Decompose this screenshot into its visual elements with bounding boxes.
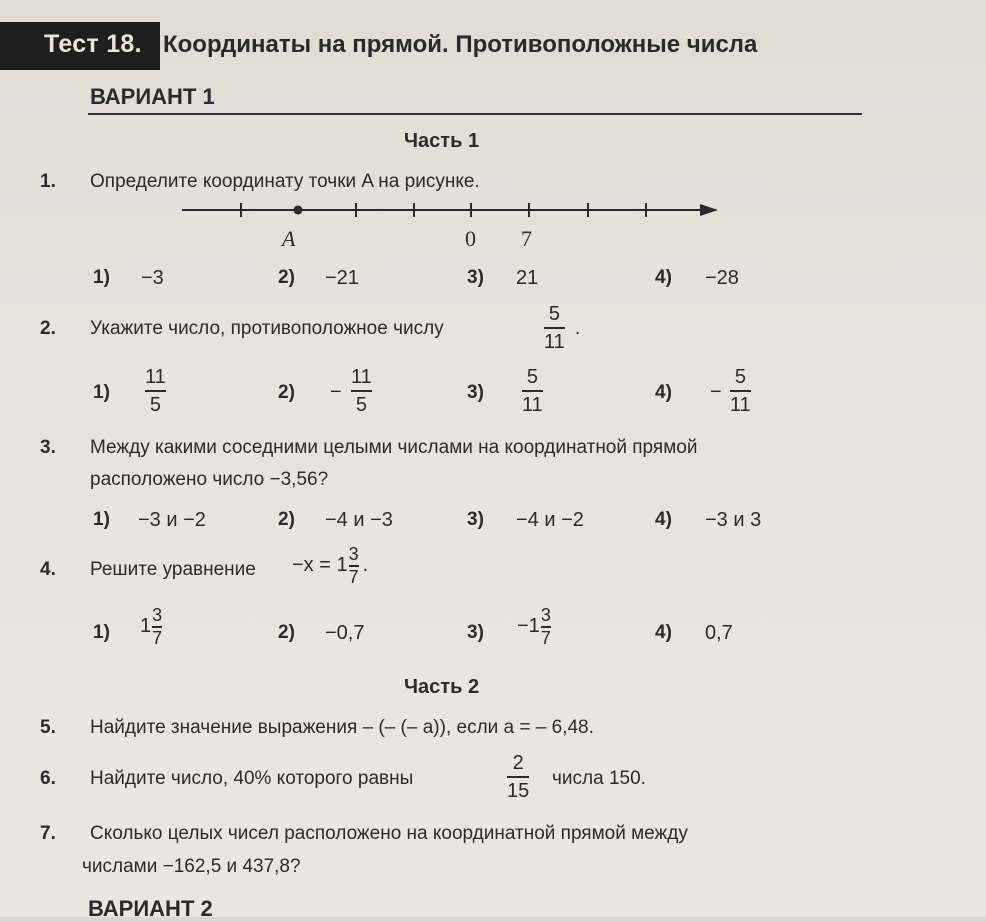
- q1-option-1-value: −3: [141, 267, 164, 289]
- q2-option-2-sign: −: [330, 381, 342, 403]
- question-6-text-after: числа 150.: [552, 768, 646, 789]
- question-1-text: Определите координату точки A на рисунке.: [90, 171, 480, 192]
- question-3-number: 3.: [40, 437, 56, 458]
- question-2-fraction: [544, 303, 565, 353]
- q2-option-2-number: 2): [278, 382, 295, 403]
- question-7-text-line-1: Сколько целых чисел расположено на координатной прямой между: [90, 823, 688, 844]
- question-4-equation: [292, 545, 368, 587]
- fraction-numerator: 11: [145, 366, 166, 388]
- q2-option-4-number: 4): [655, 382, 672, 403]
- q3-option-2-value: −4 и −3: [325, 509, 393, 531]
- header-divider: [88, 113, 862, 115]
- question-4-text: Решите уравнение: [90, 559, 256, 580]
- part-2-title: Часть 2: [404, 676, 480, 698]
- q2-option-3-fraction: [522, 366, 543, 416]
- fraction-numerator: 5: [548, 303, 560, 325]
- q1-option-4-number: 4): [655, 267, 672, 288]
- zero-label: 0: [465, 226, 476, 251]
- equation-fraction: [349, 545, 359, 587]
- part-1-title: Часть 1: [404, 130, 480, 152]
- q3-option-1-number: 1): [93, 509, 110, 530]
- question-2-number: 2.: [40, 318, 56, 339]
- fraction-denominator: 11: [522, 393, 543, 416]
- next-variant-title: ВАРИАНТ 2: [88, 896, 213, 921]
- fraction-denominator: 5: [149, 393, 161, 416]
- q1-option-2-number: 2): [278, 267, 295, 288]
- fraction-bar: [730, 390, 751, 392]
- mixed-whole: 1: [140, 615, 152, 638]
- question-6-number: 6.: [40, 768, 56, 789]
- question-6-fraction: [507, 752, 529, 802]
- question-1-number: 1.: [40, 171, 56, 192]
- q2-option-4-sign: −: [710, 381, 722, 403]
- fraction-bar: [544, 327, 565, 329]
- q1-option-3-value: 21: [516, 267, 539, 289]
- fraction-numerator: 11: [351, 366, 372, 388]
- q2-option-3-number: 3): [467, 382, 484, 403]
- q3-option-1-value: −3 и −2: [138, 509, 206, 531]
- q4-option-1-number: 1): [93, 622, 110, 643]
- q3-option-3-value: −4 и −2: [516, 509, 584, 531]
- fraction-bar: [351, 390, 372, 392]
- fraction-denominator: 7: [348, 566, 359, 587]
- axis-arrow-icon: [700, 204, 718, 216]
- number-line: [178, 198, 724, 224]
- q2-option-1-fraction: [145, 366, 166, 416]
- fraction-bar: [522, 390, 543, 392]
- q1-option-2-value: −21: [325, 267, 359, 289]
- fraction-bar: [507, 776, 529, 778]
- question-4-number: 4.: [40, 559, 56, 580]
- question-7-text-line-2: числами −162,5 и 437,8?: [82, 856, 301, 877]
- fraction-bar: [145, 390, 166, 392]
- fraction-denominator: 7: [152, 627, 163, 648]
- q4-option-3-value: [517, 606, 551, 648]
- question-2-end: .: [575, 318, 581, 339]
- q4-option-3-number: 3): [467, 622, 484, 643]
- q4-option-4-value: 0,7: [705, 622, 733, 644]
- test-label: Тест 18.: [44, 30, 142, 58]
- equation-end: .: [362, 554, 369, 577]
- q4-option-1-value: [140, 606, 162, 648]
- fraction-numerator: 5: [734, 366, 746, 388]
- fraction-numerator: 3: [152, 605, 163, 625]
- q2-option-1-number: 1): [93, 382, 110, 403]
- q3-option-4-value: −3 и 3: [705, 509, 762, 531]
- point-a-label: A: [282, 226, 296, 251]
- q4-option-2-number: 2): [278, 622, 295, 643]
- q3-option-4-number: 4): [655, 509, 672, 530]
- fraction-denominator: 5: [355, 393, 367, 416]
- q3-option-2-number: 2): [278, 509, 295, 530]
- q1-option-4-value: −28: [705, 267, 739, 289]
- point-a: [294, 206, 303, 215]
- fraction-numerator: 2: [512, 752, 524, 774]
- seven-label: 7: [521, 226, 532, 251]
- question-5-text: Найдите значение выражения – (– (– a)), если a = – 6,48.: [90, 717, 594, 738]
- q4-option-2-value: −0,7: [325, 622, 365, 644]
- q3-option-3-number: 3): [467, 509, 484, 530]
- mixed-whole: −1: [517, 615, 540, 638]
- fraction-numerator: 3: [540, 605, 551, 625]
- fraction-denominator: 15: [507, 779, 530, 802]
- question-2-text: Укажите число, противоположное числу: [90, 318, 444, 339]
- question-5-number: 5.: [40, 717, 56, 738]
- q2-option-4-fraction: [730, 366, 751, 416]
- q1-option-1-number: 1): [93, 267, 110, 288]
- fraction-denominator: 11: [544, 330, 565, 353]
- mixed-fraction: [152, 606, 162, 648]
- page-title: Координаты на прямой. Противоположные числа: [163, 31, 758, 58]
- question-3-text-line-1: Между какими соседними целыми числами на координатной прямой: [90, 437, 698, 458]
- question-3-text-line-2: расположено число −3,56?: [90, 469, 329, 490]
- q4-option-4-number: 4): [655, 622, 672, 643]
- q2-option-2-fraction: [351, 366, 372, 416]
- q1-option-3-number: 3): [467, 267, 484, 288]
- fraction-denominator: 11: [730, 393, 751, 416]
- question-6-text-before: Найдите число, 40% которого равны: [90, 768, 414, 789]
- fraction-numerator: 5: [526, 366, 538, 388]
- mixed-fraction: [541, 606, 551, 648]
- fraction-denominator: 7: [540, 627, 551, 648]
- equation-left: −x = 1: [292, 554, 348, 577]
- fraction-numerator: 3: [348, 544, 359, 564]
- question-7-number: 7.: [40, 823, 56, 844]
- variant-title: ВАРИАНТ 1: [90, 84, 215, 109]
